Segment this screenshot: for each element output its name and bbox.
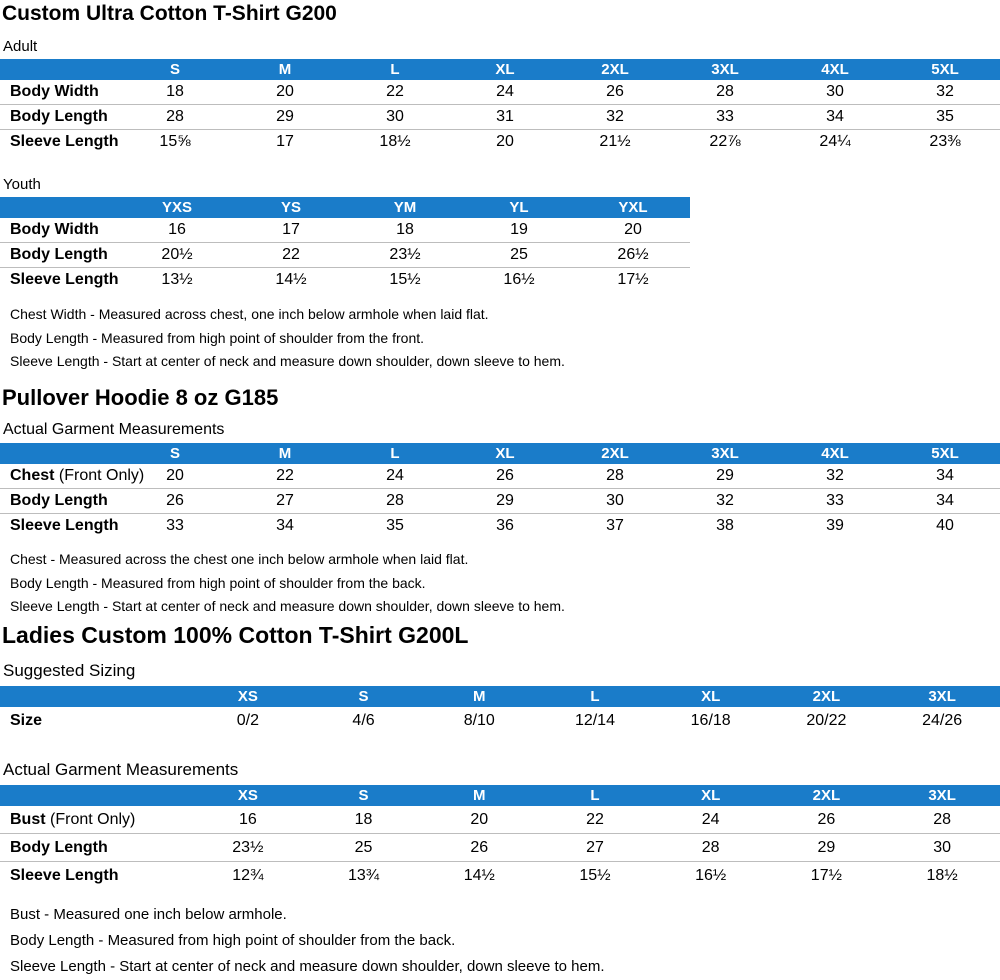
measurement-cell: 14½ [463, 866, 495, 884]
measurement-cell: 26 [450, 464, 560, 489]
measurement-cell: 29 [769, 834, 885, 862]
size-header-xl: XL [653, 686, 769, 707]
table-row [0, 806, 1000, 834]
size-header-2xl: 2XL [769, 785, 885, 806]
size-header-5xl: 5XL [890, 443, 1000, 464]
measurement-cell: 33 [780, 489, 890, 514]
size-header-2xl: 2XL [560, 443, 670, 464]
measurement-cell: 28 [670, 80, 780, 105]
table-row [0, 268, 690, 293]
size-header-xs: XS [190, 686, 306, 707]
size-header-s: S [120, 59, 230, 80]
measurement-cell: 26 [769, 806, 885, 834]
measurement-cell: 18 [306, 806, 422, 834]
table-row [0, 218, 690, 243]
measurement-cell: 26½ [576, 243, 690, 268]
measurement-cell: 29 [450, 489, 560, 514]
actual-subtitle: Actual Garment Measurements [3, 760, 239, 779]
header-blank [0, 59, 120, 80]
row-label [0, 464, 145, 489]
measurement-cell: 34 [276, 517, 294, 534]
note-body-length: Body Length - Measured from high point of shoulder from the back. [10, 574, 426, 591]
hoodie-title: Pullover Hoodie 8 oz G185 [2, 385, 279, 410]
measurement-cell: 22 [537, 806, 653, 834]
measurement-cell: 28 [120, 105, 230, 130]
table-row [0, 105, 1000, 130]
row-label-text: Body Length [10, 108, 108, 125]
measurement-cell: 26 [560, 80, 670, 105]
header-blank [0, 686, 190, 707]
measurement-cell: 27 [537, 834, 653, 862]
measurement-cell: 18 [120, 80, 230, 105]
row-label-text: Body Width [10, 83, 99, 100]
measurement-cell: 30 [884, 834, 1000, 862]
measurement-cell: 36 [496, 517, 514, 534]
size-header-yl: YL [462, 197, 576, 218]
row-label [0, 105, 120, 130]
measurement-cell: 28 [560, 464, 670, 489]
size-header-row [0, 59, 1000, 80]
size-header-l: L [340, 443, 450, 464]
row-label-text: Sleeve Length [10, 271, 119, 288]
measurement-cell: 30 [560, 489, 670, 514]
size-header-l: L [537, 686, 653, 707]
note-sleeve-length: Sleeve Length - Start at center of neck and measure down shoulder, down sleeve to hem. [10, 598, 565, 614]
note-bust: Bust - Measured one inch below armhole. [10, 906, 287, 923]
row-label [0, 834, 190, 862]
measurement-cell: 30 [780, 80, 890, 105]
measurement-cell: 32 [670, 489, 780, 514]
measurement-cell: 28 [884, 806, 1000, 834]
note-chest: Chest - Measured across the chest one inch below armhole when laid flat. [10, 551, 469, 567]
measurement-cell: 14½ [275, 271, 307, 288]
measurement-cell: 20½ [120, 243, 234, 268]
measurement-cell: 16/18 [690, 712, 731, 729]
measurement-cell: 22 [234, 243, 348, 268]
measurement-cell: 28 [340, 489, 450, 514]
size-header-xl: XL [653, 785, 769, 806]
table-row [0, 707, 1000, 735]
measurement-cell: 16½ [695, 866, 727, 884]
size-header-m: M [421, 785, 537, 806]
measurement-cell: 35 [386, 517, 404, 534]
measurement-cell: 17½ [617, 271, 649, 288]
measurement-cell: 24¼ [819, 133, 851, 150]
note-sleeve-length: Sleeve Length - Start at center of neck and measure down shoulder, down sleeve to hem. [10, 958, 605, 975]
measurement-cell: 17½ [810, 866, 842, 884]
size-header-m: M [421, 686, 537, 707]
size-header-xs: XS [190, 785, 306, 806]
measurement-cell: 13½ [161, 271, 193, 288]
row-label-text: Body Length [10, 838, 108, 856]
table-row [0, 514, 1000, 539]
size-header-xl: XL [450, 443, 560, 464]
row-label [0, 130, 120, 155]
measurement-cell: 34 [890, 489, 1000, 514]
note-chest-width: Chest Width - Measured across chest, one inch below armhole when laid flat. [10, 306, 489, 322]
measurement-cell: 13¾ [347, 866, 380, 884]
table-row [0, 834, 1000, 862]
measurement-cell: 16½ [503, 271, 535, 288]
header-blank [0, 197, 120, 218]
measurement-cell: 20 [230, 80, 340, 105]
measurement-cell: 33 [166, 517, 184, 534]
measurement-cell: 26 [421, 834, 537, 862]
row-label-suffix: (Front Only) [54, 467, 145, 484]
hoodie-subtitle: Actual Garment Measurements [3, 421, 225, 438]
row-label-text: Bust [10, 810, 46, 828]
table-row [0, 80, 1000, 105]
row-label [0, 80, 120, 105]
row-label [0, 862, 190, 890]
size-header-ys: YS [234, 197, 348, 218]
measurement-cell: 38 [716, 517, 734, 534]
table-row [0, 130, 1000, 155]
row-label [0, 707, 190, 735]
row-label-text: Body Length [10, 492, 108, 509]
measurement-cell: 12¾ [232, 866, 264, 884]
tshirt-notes [10, 303, 565, 374]
measurement-cell: 32 [780, 464, 890, 489]
measurement-cell: 4/6 [352, 712, 375, 729]
youth-subtitle: Youth [3, 176, 41, 193]
row-label-text: Sleeve Length [10, 866, 119, 884]
size-header-l: L [340, 59, 450, 80]
size-header-5xl: 5XL [890, 59, 1000, 80]
size-header-s: S [120, 443, 230, 464]
row-label [0, 218, 120, 243]
hoodie-notes [10, 548, 565, 619]
measurement-cell: 29 [670, 464, 780, 489]
measurement-cell: 30 [340, 105, 450, 130]
size-header-l: L [537, 785, 653, 806]
measurement-cell: 20 [496, 133, 514, 150]
measurement-cell: 16 [190, 806, 306, 834]
measurement-cell: 23½ [190, 834, 306, 862]
note-body-length: Body Length - Measured from high point of shoulder from the front. [10, 329, 425, 346]
measurement-cell: 21½ [599, 133, 631, 150]
measurement-cell: 37 [606, 517, 624, 534]
measurement-cell: 24/26 [922, 712, 963, 729]
measurement-cell: 17 [276, 133, 294, 150]
header-blank [0, 785, 190, 806]
size-header-ym: YM [348, 197, 462, 218]
measurement-cell: 23½ [348, 243, 462, 268]
adult-size-table [0, 59, 1000, 154]
measurement-cell: 24 [450, 80, 560, 105]
measurement-cell: 18½ [926, 866, 958, 884]
measurement-cell: 28 [653, 834, 769, 862]
measurement-cell: 15½ [389, 271, 421, 288]
measurement-cell: 22 [230, 464, 340, 489]
suggested-size-table [0, 686, 1000, 735]
size-header-4xl: 4XL [780, 59, 890, 80]
measurement-cell: 24 [340, 464, 450, 489]
table-row [0, 464, 1000, 489]
youth-size-table [0, 197, 690, 292]
measurement-cell: 32 [560, 105, 670, 130]
size-header-row [0, 785, 1000, 806]
table-row [0, 489, 1000, 514]
measurement-cell: 27 [230, 489, 340, 514]
measurement-cell: 33 [670, 105, 780, 130]
measurement-cell: 0/2 [236, 712, 259, 729]
row-label-suffix: (Front Only) [45, 810, 136, 828]
size-header-3xl: 3XL [670, 443, 780, 464]
size-header-row [0, 443, 1000, 464]
size-header-yxs: YXS [120, 197, 234, 218]
suggested-subtitle: Suggested Sizing [3, 661, 136, 680]
note-body-length: Body Length - Measured from high point of shoulder from the back. [10, 932, 456, 949]
measurement-cell: 29 [230, 105, 340, 130]
row-label-text: Body Length [10, 246, 108, 263]
measurement-cell: 39 [826, 517, 844, 534]
measurement-cell: 35 [890, 105, 1000, 130]
measurement-cell: 22 [340, 80, 450, 105]
size-header-s: S [306, 785, 422, 806]
measurement-cell: 24 [653, 806, 769, 834]
row-label [0, 806, 190, 834]
size-header-3xl: 3XL [884, 785, 1000, 806]
measurement-cell: 25 [306, 834, 422, 862]
size-header-3xl: 3XL [884, 686, 1000, 707]
measurement-cell: 15½ [579, 866, 611, 884]
row-label [0, 268, 120, 293]
measurement-cell: 15⅝ [159, 133, 191, 150]
row-label [0, 243, 120, 268]
row-label [0, 514, 120, 539]
measurement-cell: 18 [348, 218, 462, 243]
measurement-cell: 16 [120, 218, 234, 243]
measurement-cell: 25 [462, 243, 576, 268]
measurement-cell: 20 [120, 464, 230, 489]
row-label-text: Size [10, 712, 43, 729]
measurement-cell: 22⅞ [709, 133, 741, 150]
size-header-4xl: 4XL [780, 443, 890, 464]
measurement-cell: 31 [450, 105, 560, 130]
measurement-cell: 34 [890, 464, 1000, 489]
measurement-cell: 19 [462, 218, 576, 243]
size-header-2xl: 2XL [560, 59, 670, 80]
row-label-text: Sleeve Length [10, 133, 119, 150]
measurement-cell: 20 [576, 218, 690, 243]
size-header-yxl: YXL [576, 197, 690, 218]
size-header-2xl: 2XL [769, 686, 885, 707]
table-row [0, 862, 1000, 890]
ladies-title: Ladies Custom 100% Cotton T-Shirt G200L [2, 622, 469, 648]
table-row [0, 243, 690, 268]
measurement-cell: 8/10 [463, 712, 495, 729]
tshirt-title: Custom Ultra Cotton T-Shirt G200 [2, 2, 337, 25]
size-header-m: M [230, 443, 340, 464]
measurement-cell: 20 [421, 806, 537, 834]
measurement-cell: 12/14 [574, 712, 615, 729]
size-header-3xl: 3XL [670, 59, 780, 80]
measurement-cell: 32 [890, 80, 1000, 105]
measurement-cell: 23⅜ [929, 133, 961, 150]
ladies-actual-size-table [0, 785, 1000, 889]
size-header-xl: XL [450, 59, 560, 80]
size-header-row [0, 686, 1000, 707]
hoodie-size-table [0, 443, 1000, 538]
adult-subtitle: Adult [3, 38, 38, 55]
measurement-cell: 20/22 [806, 712, 847, 729]
ladies-notes [10, 902, 605, 980]
size-header-m: M [230, 59, 340, 80]
measurement-cell: 34 [780, 105, 890, 130]
measurement-cell: 18½ [379, 133, 411, 150]
measurement-cell: 17 [234, 218, 348, 243]
header-blank [0, 443, 120, 464]
row-label-text: Sleeve Length [10, 517, 119, 534]
row-label-text: Body Width [10, 221, 99, 238]
row-label-text: Chest [10, 467, 55, 484]
size-header-s: S [306, 686, 422, 707]
measurement-cell: 26 [120, 489, 230, 514]
row-label [0, 489, 120, 514]
note-sleeve-length: Sleeve Length - Start at center of neck and measure down shoulder, down sleeve to hem. [10, 353, 565, 369]
measurement-cell: 40 [936, 517, 954, 534]
size-header-row [0, 197, 690, 218]
